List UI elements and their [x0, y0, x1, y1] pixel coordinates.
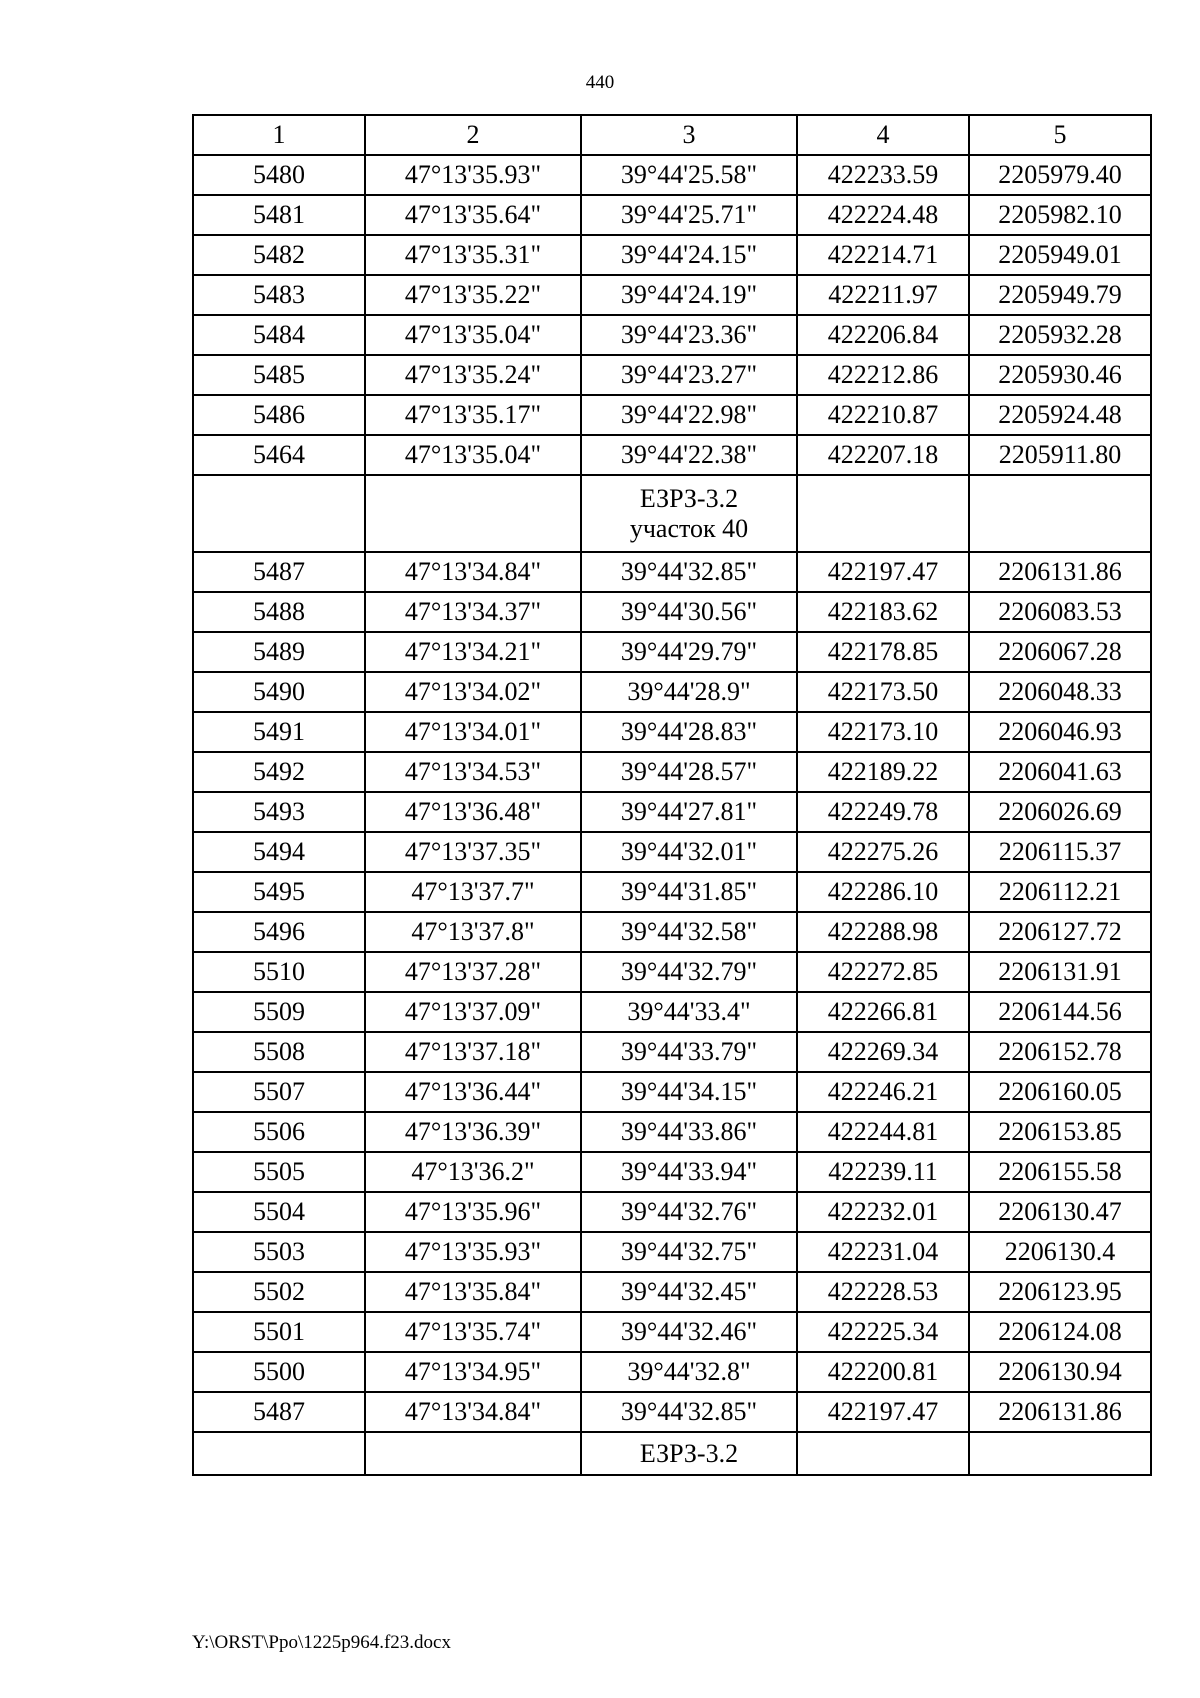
y-coordinate-cell: 2206046.93: [969, 712, 1151, 752]
point-number-cell: 5508: [193, 1032, 365, 1072]
y-coordinate-cell: 2205949.79: [969, 275, 1151, 315]
longitude-cell: 39°44'28.83": [581, 712, 797, 752]
point-number-cell: 5492: [193, 752, 365, 792]
point-number-cell: 5483: [193, 275, 365, 315]
table-row: [193, 235, 1151, 275]
latitude-cell: 47°13'37.7": [365, 872, 581, 912]
section-row: [193, 1432, 1151, 1475]
point-number-cell: 5493: [193, 792, 365, 832]
y-coordinate-cell: 2206067.28: [969, 632, 1151, 672]
latitude-cell: 47°13'35.93": [365, 155, 581, 195]
longitude-cell: 39°44'32.85": [581, 552, 797, 592]
x-coordinate-cell: 422266.81: [797, 992, 969, 1032]
x-coordinate-cell: 422249.78: [797, 792, 969, 832]
y-coordinate-cell: 2206115.37: [969, 832, 1151, 872]
x-coordinate-cell: 422269.34: [797, 1032, 969, 1072]
point-number-cell: 5489: [193, 632, 365, 672]
y-coordinate-cell: 2205911.80: [969, 435, 1151, 475]
point-number-cell: 5464: [193, 435, 365, 475]
point-number-cell: 5496: [193, 912, 365, 952]
longitude-cell: 39°44'32.58": [581, 912, 797, 952]
point-number-cell: 5484: [193, 315, 365, 355]
x-coordinate-cell: 422197.47: [797, 552, 969, 592]
x-coordinate-cell: 422286.10: [797, 872, 969, 912]
longitude-cell: 39°44'25.71": [581, 195, 797, 235]
longitude-cell: 39°44'23.36": [581, 315, 797, 355]
empty-cell: [969, 475, 1151, 552]
table-row: [193, 1352, 1151, 1392]
point-number-cell: 5487: [193, 1392, 365, 1432]
x-coordinate-cell: 422214.71: [797, 235, 969, 275]
longitude-cell: 39°44'32.01": [581, 832, 797, 872]
table-row: [193, 1392, 1151, 1432]
y-coordinate-cell: 2206041.63: [969, 752, 1151, 792]
y-coordinate-cell: 2205930.46: [969, 355, 1151, 395]
empty-cell: [365, 1432, 581, 1475]
longitude-cell: 39°44'22.38": [581, 435, 797, 475]
latitude-cell: 47°13'35.74": [365, 1312, 581, 1352]
x-coordinate-cell: 422232.01: [797, 1192, 969, 1232]
latitude-cell: 47°13'37.35": [365, 832, 581, 872]
latitude-cell: 47°13'34.84": [365, 1392, 581, 1432]
latitude-cell: 47°13'36.39": [365, 1112, 581, 1152]
column-header: 5: [969, 115, 1151, 155]
table-row: [193, 155, 1151, 195]
latitude-cell: 47°13'35.04": [365, 435, 581, 475]
point-number-cell: 5502: [193, 1272, 365, 1312]
y-coordinate-cell: 2206155.58: [969, 1152, 1151, 1192]
longitude-cell: 39°44'32.46": [581, 1312, 797, 1352]
longitude-cell: 39°44'32.79": [581, 952, 797, 992]
longitude-cell: 39°44'30.56": [581, 592, 797, 632]
point-number-cell: 5504: [193, 1192, 365, 1232]
empty-cell: [365, 475, 581, 552]
latitude-cell: 47°13'35.04": [365, 315, 581, 355]
longitude-cell: 39°44'32.85": [581, 1392, 797, 1432]
column-header: 3: [581, 115, 797, 155]
x-coordinate-cell: 422212.86: [797, 355, 969, 395]
x-coordinate-cell: 422173.10: [797, 712, 969, 752]
table-body: [193, 115, 1151, 1475]
y-coordinate-cell: 2206123.95: [969, 1272, 1151, 1312]
point-number-cell: 5480: [193, 155, 365, 195]
table-row: [193, 395, 1151, 435]
latitude-cell: 47°13'37.18": [365, 1032, 581, 1072]
point-number-cell: 5506: [193, 1112, 365, 1152]
longitude-cell: 39°44'23.27": [581, 355, 797, 395]
longitude-cell: 39°44'33.79": [581, 1032, 797, 1072]
latitude-cell: 47°13'35.31": [365, 235, 581, 275]
latitude-cell: 47°13'35.24": [365, 355, 581, 395]
point-number-cell: 5491: [193, 712, 365, 752]
x-coordinate-cell: 422189.22: [797, 752, 969, 792]
point-number-cell: 5486: [193, 395, 365, 435]
table-row: [193, 1192, 1151, 1232]
latitude-cell: 47°13'35.84": [365, 1272, 581, 1312]
longitude-cell: 39°44'25.58": [581, 155, 797, 195]
point-number-cell: 5510: [193, 952, 365, 992]
x-coordinate-cell: 422173.50: [797, 672, 969, 712]
table-row: [193, 1312, 1151, 1352]
table-row: [193, 752, 1151, 792]
y-coordinate-cell: 2206124.08: [969, 1312, 1151, 1352]
y-coordinate-cell: 2206153.85: [969, 1112, 1151, 1152]
latitude-cell: 47°13'34.53": [365, 752, 581, 792]
y-coordinate-cell: 2205932.28: [969, 315, 1151, 355]
point-number-cell: 5505: [193, 1152, 365, 1192]
table-row: [193, 435, 1151, 475]
y-coordinate-cell: 2206130.47: [969, 1192, 1151, 1232]
table-row: [193, 355, 1151, 395]
point-number-cell: 5485: [193, 355, 365, 395]
table-row: [193, 672, 1151, 712]
y-coordinate-cell: 2206083.53: [969, 592, 1151, 632]
latitude-cell: 47°13'35.17": [365, 395, 581, 435]
file-path-footer: Y:\ORST\Ppo\1225p964.f23.docx: [192, 1632, 451, 1653]
x-coordinate-cell: 422231.04: [797, 1232, 969, 1272]
point-number-cell: 5509: [193, 992, 365, 1032]
y-coordinate-cell: 2205924.48: [969, 395, 1151, 435]
section-label-cell: [581, 1432, 797, 1475]
point-number-cell: 5501: [193, 1312, 365, 1352]
table-row: [193, 552, 1151, 592]
x-coordinate-cell: 422233.59: [797, 155, 969, 195]
latitude-cell: 47°13'34.21": [365, 632, 581, 672]
section-label-cell: [581, 475, 797, 552]
point-number-cell: 5487: [193, 552, 365, 592]
x-coordinate-cell: 422225.34: [797, 1312, 969, 1352]
table-row: [193, 1032, 1151, 1072]
x-coordinate-cell: 422228.53: [797, 1272, 969, 1312]
y-coordinate-cell: 2206127.72: [969, 912, 1151, 952]
table-row: [193, 1152, 1151, 1192]
table-row: [193, 275, 1151, 315]
column-header: 1: [193, 115, 365, 155]
y-coordinate-cell: 2206152.78: [969, 1032, 1151, 1072]
longitude-cell: 39°44'28.9": [581, 672, 797, 712]
page-number: 440: [585, 72, 615, 93]
x-coordinate-cell: 422200.81: [797, 1352, 969, 1392]
x-coordinate-cell: 422246.21: [797, 1072, 969, 1112]
table-row: [193, 832, 1151, 872]
y-coordinate-cell: 2206026.69: [969, 792, 1151, 832]
longitude-cell: 39°44'32.45": [581, 1272, 797, 1312]
table-header-row: [193, 115, 1151, 155]
x-coordinate-cell: 422224.48: [797, 195, 969, 235]
latitude-cell: 47°13'35.93": [365, 1232, 581, 1272]
section-label: ЕЗРЗ-3.2: [639, 483, 739, 513]
y-coordinate-cell: 2205979.40: [969, 155, 1151, 195]
table-row: [193, 1272, 1151, 1312]
latitude-cell: 47°13'35.96": [365, 1192, 581, 1232]
y-coordinate-cell: 2206130.94: [969, 1352, 1151, 1392]
latitude-cell: 47°13'36.2": [365, 1152, 581, 1192]
longitude-cell: 39°44'32.75": [581, 1232, 797, 1272]
x-coordinate-cell: 422183.62: [797, 592, 969, 632]
longitude-cell: 39°44'24.19": [581, 275, 797, 315]
column-header: 4: [797, 115, 969, 155]
latitude-cell: 47°13'36.44": [365, 1072, 581, 1112]
longitude-cell: 39°44'28.57": [581, 752, 797, 792]
empty-cell: [969, 1432, 1151, 1475]
empty-cell: [193, 1432, 365, 1475]
table-row: [193, 1232, 1151, 1272]
y-coordinate-cell: 2206131.86: [969, 552, 1151, 592]
y-coordinate-cell: 2206131.91: [969, 952, 1151, 992]
table-row: [193, 632, 1151, 672]
table-row: [193, 792, 1151, 832]
longitude-cell: 39°44'24.15": [581, 235, 797, 275]
point-number-cell: 5503: [193, 1232, 365, 1272]
x-coordinate-cell: 422272.85: [797, 952, 969, 992]
table-row: [193, 912, 1151, 952]
y-coordinate-cell: 2206160.05: [969, 1072, 1151, 1112]
latitude-cell: 47°13'37.28": [365, 952, 581, 992]
x-coordinate-cell: 422275.26: [797, 832, 969, 872]
latitude-cell: 47°13'34.84": [365, 552, 581, 592]
point-number-cell: 5490: [193, 672, 365, 712]
x-coordinate-cell: 422178.85: [797, 632, 969, 672]
point-number-cell: 5482: [193, 235, 365, 275]
longitude-cell: 39°44'22.98": [581, 395, 797, 435]
y-coordinate-cell: 2205949.01: [969, 235, 1151, 275]
empty-cell: [193, 475, 365, 552]
y-coordinate-cell: 2206144.56: [969, 992, 1151, 1032]
y-coordinate-cell: 2206048.33: [969, 672, 1151, 712]
coordinates-table: [192, 114, 1152, 1476]
latitude-cell: 47°13'35.64": [365, 195, 581, 235]
table-row: [193, 315, 1151, 355]
point-number-cell: 5500: [193, 1352, 365, 1392]
longitude-cell: 39°44'34.15": [581, 1072, 797, 1112]
table-row: [193, 952, 1151, 992]
table-row: [193, 195, 1151, 235]
y-coordinate-cell: 2206131.86: [969, 1392, 1151, 1432]
point-number-cell: 5507: [193, 1072, 365, 1112]
longitude-cell: 39°44'33.86": [581, 1112, 797, 1152]
y-coordinate-cell: 2205982.10: [969, 195, 1151, 235]
latitude-cell: 47°13'37.09": [365, 992, 581, 1032]
section-label: ЕЗРЗ-3.2: [639, 1438, 739, 1468]
x-coordinate-cell: 422207.18: [797, 435, 969, 475]
table-row: [193, 712, 1151, 752]
latitude-cell: 47°13'34.01": [365, 712, 581, 752]
empty-cell: [797, 1432, 969, 1475]
table-row: [193, 992, 1151, 1032]
section-row: [193, 475, 1151, 552]
longitude-cell: 39°44'31.85": [581, 872, 797, 912]
x-coordinate-cell: 422211.97: [797, 275, 969, 315]
table-row: [193, 1072, 1151, 1112]
y-coordinate-cell: 2206112.21: [969, 872, 1151, 912]
table-row: [193, 1112, 1151, 1152]
longitude-cell: 39°44'32.76": [581, 1192, 797, 1232]
latitude-cell: 47°13'34.95": [365, 1352, 581, 1392]
latitude-cell: 47°13'37.8": [365, 912, 581, 952]
x-coordinate-cell: 422197.47: [797, 1392, 969, 1432]
longitude-cell: 39°44'27.81": [581, 792, 797, 832]
x-coordinate-cell: 422244.81: [797, 1112, 969, 1152]
point-number-cell: 5494: [193, 832, 365, 872]
x-coordinate-cell: 422239.11: [797, 1152, 969, 1192]
longitude-cell: 39°44'33.4": [581, 992, 797, 1032]
empty-cell: [797, 475, 969, 552]
x-coordinate-cell: 422210.87: [797, 395, 969, 435]
x-coordinate-cell: 422288.98: [797, 912, 969, 952]
table-row: [193, 592, 1151, 632]
longitude-cell: 39°44'29.79": [581, 632, 797, 672]
latitude-cell: 47°13'36.48": [365, 792, 581, 832]
point-number-cell: 5488: [193, 592, 365, 632]
latitude-cell: 47°13'34.02": [365, 672, 581, 712]
longitude-cell: 39°44'32.8": [581, 1352, 797, 1392]
point-number-cell: 5495: [193, 872, 365, 912]
column-header: 2: [365, 115, 581, 155]
table-row: [193, 872, 1151, 912]
latitude-cell: 47°13'34.37": [365, 592, 581, 632]
longitude-cell: 39°44'33.94": [581, 1152, 797, 1192]
section-label: участок 40: [629, 513, 749, 543]
y-coordinate-cell: 2206130.4: [969, 1232, 1151, 1272]
latitude-cell: 47°13'35.22": [365, 275, 581, 315]
x-coordinate-cell: 422206.84: [797, 315, 969, 355]
point-number-cell: 5481: [193, 195, 365, 235]
